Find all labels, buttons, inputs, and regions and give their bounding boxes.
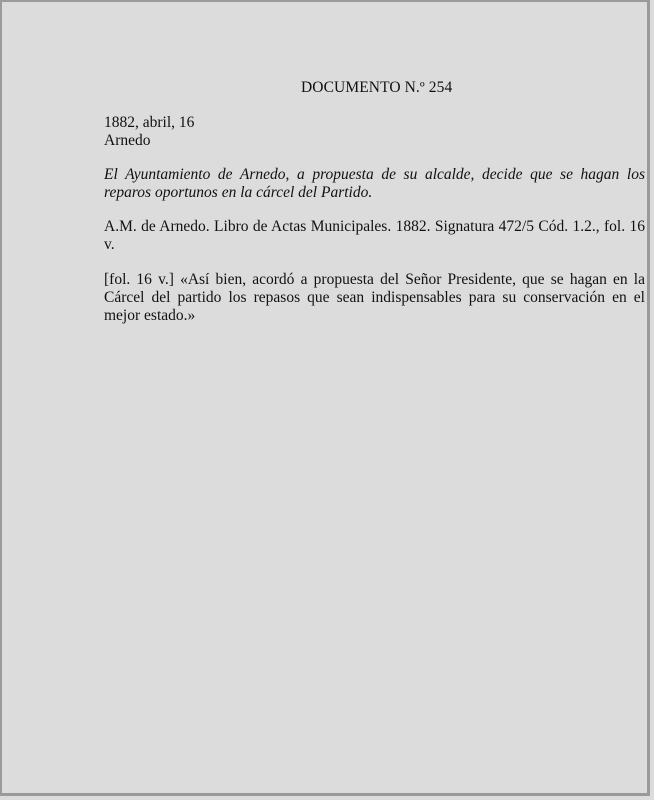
- document-date: 1882, abril, 16: [104, 114, 195, 131]
- document-source: A.M. de Arnedo. Libro de Actas Municipales. 1882. Signatura 472/5 Cód. 1.2., fol. 16 v.: [104, 218, 645, 253]
- date-place-block: [104, 114, 645, 150]
- document-summary: El Ayuntamiento de Arnedo, a propuesta de su alcalde, decide que se hagan los reparos oportunos en la cárcel del Partido.: [104, 166, 645, 201]
- document-transcript: [fol. 16 v.] «Así bien, acordó a propuesta del Señor Presidente, que se hagan en la Cárcel del partido los repasos que sean indispensables para su conservación en el mejor estado.»: [104, 271, 645, 324]
- document-title: DOCUMENTO N.º 254: [301, 79, 453, 96]
- document-place: Arnedo: [104, 132, 151, 149]
